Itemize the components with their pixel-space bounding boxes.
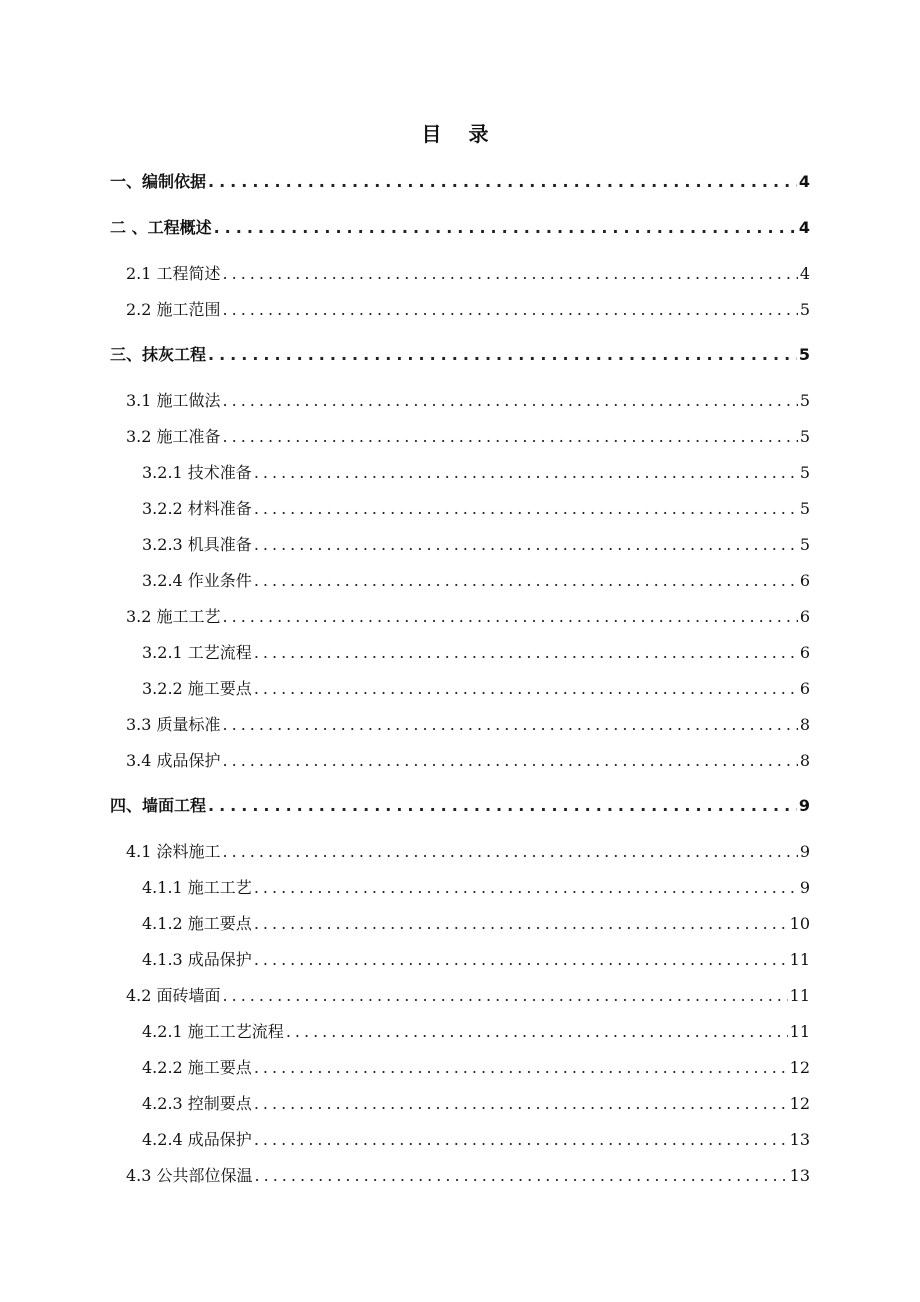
toc-leader-dots [223, 389, 798, 413]
toc-entry[interactable] [126, 262, 810, 286]
toc-entry-page-number: 5 [798, 345, 810, 364]
toc-entry-page-number: 5 [799, 300, 810, 319]
toc-entry[interactable] [110, 794, 810, 818]
toc-leader-dots [223, 605, 798, 629]
toc-leader-dots [223, 262, 798, 286]
toc-entry[interactable] [142, 876, 810, 900]
toc-entry-page-number: 10 [789, 914, 810, 933]
toc-entry-page-number: 13 [789, 1166, 810, 1185]
toc-entry-page-number: 6 [799, 679, 810, 698]
toc-entry[interactable] [126, 984, 810, 1008]
toc-entry-page-number: 5 [799, 499, 810, 518]
toc-leader-dots [208, 170, 797, 194]
toc-entry-page-number: 13 [789, 1130, 810, 1149]
toc-entry-label: 2.2 施工范围 [126, 300, 221, 319]
toc-entry-label: 三、抹灰工程 [110, 345, 207, 364]
toc-entry[interactable] [142, 912, 810, 936]
toc-entry[interactable] [142, 533, 810, 557]
toc-entry[interactable] [142, 1128, 810, 1152]
toc-entry[interactable] [126, 1164, 810, 1188]
toc-entry[interactable] [110, 216, 810, 240]
toc-entry[interactable] [126, 840, 810, 864]
toc-entry-label: 4.3 公共部位保温 [126, 1166, 253, 1185]
toc-entry-label: 3.2.2 材料准备 [142, 499, 252, 518]
toc-leader-dots [254, 497, 798, 521]
toc-entry-page-number: 11 [789, 1022, 810, 1041]
toc-leader-dots [254, 677, 798, 701]
toc-entry-label: 2.1 工程简述 [126, 264, 221, 283]
toc-entry-label: 3.2 施工工艺 [126, 607, 221, 626]
toc-entry[interactable] [126, 749, 810, 773]
toc-entry-page-number: 9 [799, 842, 810, 861]
toc-entry-page-number: 6 [799, 607, 810, 626]
toc-leader-dots [208, 794, 797, 818]
toc-entry-label: 3.2.3 机具准备 [142, 535, 252, 554]
toc-entry[interactable] [142, 641, 810, 665]
toc-entry-page-number: 11 [789, 950, 810, 969]
toc-entry-page-number: 12 [789, 1094, 810, 1113]
toc-leader-dots [254, 948, 788, 972]
toc-entry[interactable] [142, 677, 810, 701]
toc-entry-page-number: 5 [799, 535, 810, 554]
toc-entry-label: 3.2.4 作业条件 [142, 571, 252, 590]
toc-leader-dots [214, 216, 797, 240]
toc-entry-label: 3.4 成品保护 [126, 751, 221, 770]
toc-entry-page-number: 6 [799, 571, 810, 590]
toc-entry-label: 4.1.2 施工要点 [142, 914, 252, 933]
toc-entry[interactable] [142, 948, 810, 972]
toc-leader-dots [223, 298, 798, 322]
toc-entry[interactable] [142, 461, 810, 485]
toc-entry-label: 一、编制依据 [110, 172, 207, 191]
toc-entry-page-number: 8 [799, 751, 810, 770]
toc-entry-page-number: 4 [798, 172, 810, 191]
toc-entry-label: 4.2.3 控制要点 [142, 1094, 252, 1113]
toc-entry-page-number: 4 [798, 218, 810, 237]
toc-entry-page-number: 12 [789, 1058, 810, 1077]
toc-entry[interactable] [110, 170, 810, 194]
toc-entry-page-number: 6 [799, 643, 810, 662]
toc-leader-dots [254, 912, 788, 936]
toc-entry[interactable] [142, 1020, 810, 1044]
toc-entry-page-number: 5 [799, 463, 810, 482]
toc-entry[interactable] [126, 425, 810, 449]
toc-entry-label: 4.1 涂料施工 [126, 842, 221, 861]
toc-entry-label: 4.2.1 施工工艺流程 [142, 1022, 284, 1041]
toc-entry[interactable] [142, 1092, 810, 1116]
toc-leader-dots [254, 461, 798, 485]
toc-entry-page-number: 4 [799, 264, 810, 283]
toc-entry-label: 3.3 质量标准 [126, 715, 221, 734]
toc-entry-label: 3.2 施工准备 [126, 427, 221, 446]
toc-entry-page-number: 11 [789, 986, 810, 1005]
toc-leader-dots [223, 749, 798, 773]
toc-entry-label: 4.2 面砖墙面 [126, 986, 221, 1005]
toc-leader-dots [254, 641, 798, 665]
toc-leader-dots [223, 713, 798, 737]
toc-entry-label: 3.1 施工做法 [126, 391, 221, 410]
toc-entry-page-number: 9 [799, 878, 810, 897]
toc-entry-label: 四、墙面工程 [110, 796, 207, 815]
toc-entry-label: 4.1.3 成品保护 [142, 950, 252, 969]
toc-entry-label: 3.2.2 施工要点 [142, 679, 252, 698]
toc-entry-label: 4.2.2 施工要点 [142, 1058, 252, 1077]
page-title: 目 录 [421, 122, 499, 146]
toc-leader-dots [254, 1092, 788, 1116]
toc-entry-label: 3.2.1 工艺流程 [142, 643, 252, 662]
toc-leader-dots [254, 1056, 788, 1080]
toc-entry[interactable] [126, 605, 810, 629]
toc-entry-label: 4.2.4 成品保护 [142, 1130, 252, 1149]
toc-leader-dots [223, 984, 788, 1008]
toc-entry-label: 4.1.1 施工工艺 [142, 878, 252, 897]
toc-entry[interactable] [142, 569, 810, 593]
toc-leader-dots [254, 569, 798, 593]
toc-leader-dots [255, 1164, 788, 1188]
toc-leader-dots [208, 343, 797, 367]
toc-entry-label: 3.2.1 技术准备 [142, 463, 252, 482]
toc-leader-dots [286, 1020, 788, 1044]
toc-entry[interactable] [126, 389, 810, 413]
toc-entry[interactable] [142, 1056, 810, 1080]
toc-entry-page-number: 5 [799, 391, 810, 410]
toc-entry[interactable] [126, 298, 810, 322]
toc-leader-dots [254, 876, 798, 900]
toc-entry-label: 二 、工程概述 [110, 218, 212, 237]
toc-leader-dots [254, 533, 798, 557]
toc-entry[interactable] [110, 343, 810, 367]
toc-leader-dots [223, 840, 798, 864]
toc-entry[interactable] [126, 713, 810, 737]
toc-entry-page-number: 8 [799, 715, 810, 734]
toc-leader-dots [254, 1128, 788, 1152]
toc-entry-page-number: 5 [799, 427, 810, 446]
toc-entry-page-number: 9 [798, 796, 810, 815]
toc-entry[interactable] [142, 497, 810, 521]
toc-leader-dots [223, 425, 798, 449]
